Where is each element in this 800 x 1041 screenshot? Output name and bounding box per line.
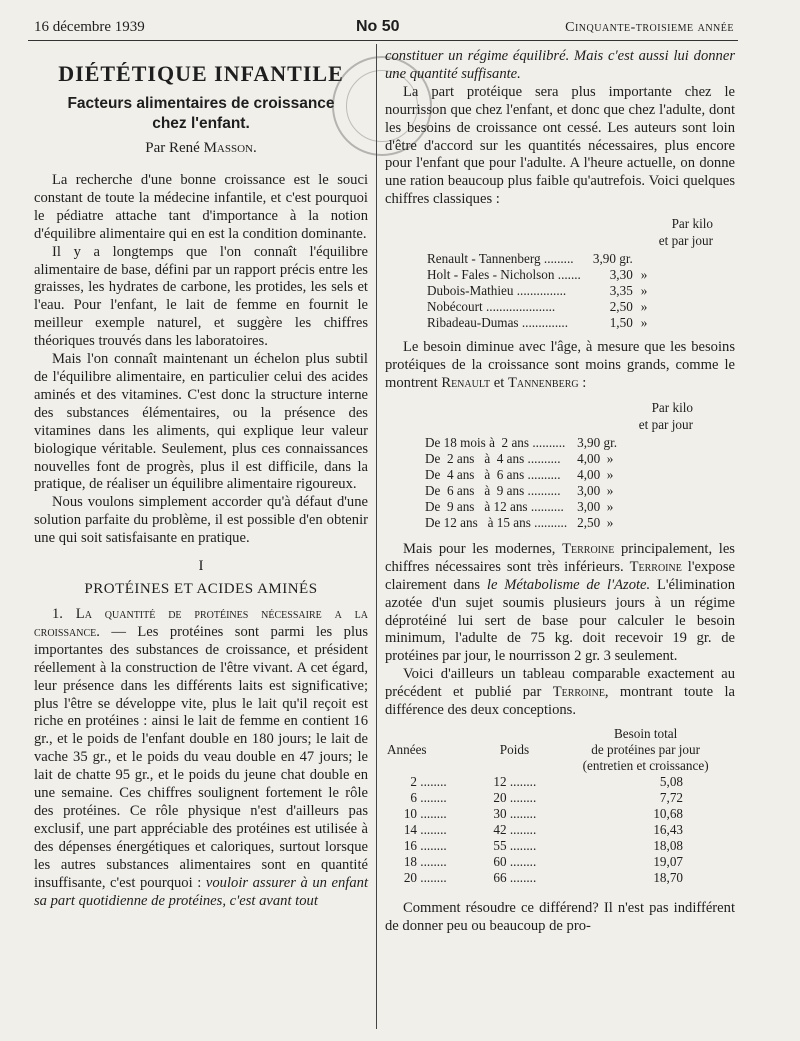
paragraph-r5 [385,666,735,720]
author-cell [427,283,581,299]
author-name-cell: Nobécourt [427,299,483,315]
table-1-header-line-2: et par jour [658,233,713,249]
author-name: Masson. [203,140,257,156]
value-cell: 3,30 [609,267,633,283]
unit-cell: » [640,315,648,331]
age-range-cell [425,435,567,451]
unit-cell: » [640,299,648,315]
author-name-cell: Dubois-Mathieu [427,283,514,299]
paragraph-r3-c: : [578,374,587,391]
leader-dots: .......... [524,450,561,466]
author-terroine-1: Terroine [562,540,615,557]
need-cell: 10,68 [653,805,683,821]
author-renault: Renault [441,374,491,391]
table-row [385,838,731,854]
paragraph-r5-a: Voici d'ailleurs un tableau comparable exactement au précédent et publié par [385,666,735,701]
table-3-header-years: Années [387,741,427,757]
subtitle-line-2: chez l'enfant. [152,115,250,132]
paragraph-continued: constituer un régime équilibré. Mais c'est aussi lui donner une quantité suffisante. [385,48,735,82]
issue-date: 16 décembre 1939 [34,19,145,35]
paragraph-r3 [385,339,735,393]
leader-dots: .......... [524,482,561,498]
years-value: 16 [403,837,417,853]
years-value: 6 [410,789,417,805]
years-value: 2 [410,773,417,789]
age-range-label: De 6 ans à 9 ans [425,482,525,498]
paragraph-1: La recherche d'une bonne croissance est le souci constant de toute la médecine infantile, et c'est pourquoi le pédiatre attache tant d'importance à la notion d'équilibre alimentaire qui en est la condition dominante. [34,172,368,242]
value-cell: 3,90 gr. [577,434,618,450]
paragraph-r6: Comment résoudre ce différend? Il n'est pas indifférent de donner peu ou beaucoup de pro- [385,899,735,934]
author-name-cell: Ribadeau-Dumas [427,315,519,331]
age-range-label: De 9 ans à 12 ans [425,498,528,514]
unit-cell: » [640,267,648,283]
table-row [425,435,617,451]
leader-dots: .......... [530,514,568,530]
paragraph-r3-a: Le besoin diminue avec l'âge, à mesure que les besoins protéiques de la croissance sont moins grands, comme le montrent [385,339,735,391]
table-2-header-line-2: et par jour [638,416,693,432]
paragraph-r4-c: l'expose clairement dans [385,558,735,593]
running-header [34,18,734,40]
paragraph-5-italic: vouloir assurer à un enfant sa part quotidienne de protéines, c'est avant tout [34,874,368,909]
table-3-header-weight: Poids [499,741,530,757]
table-row [425,515,617,531]
need-cell: 5,08 [659,773,683,789]
value-cell: 3,00 » [577,498,614,514]
leader-dots: ......... [540,251,574,267]
header-rule [28,40,738,41]
value-cell: 3,00 » [577,482,614,498]
table-row [427,251,647,267]
column-divider [376,44,377,1029]
years-cell: 2 ........ [385,774,469,790]
leader-dots: .......... [529,434,566,450]
article-title: DIÉTÉTIQUE INFANTILE [58,61,344,86]
paragraph-r4-d: L'élimination azotée d'un sujet soumis plusieurs jours à un régime déprotéiné lui sert de base pour calculer le besoin minimum, l'adulte de 75 kg. doit recevoir 19 gr. de protéines par jour, le nourrisson 2 gr. 3 seulement. [385,576,735,665]
author-name-cell: Renault - Tannenberg [427,251,541,267]
weight-cell: 55 ........ [469,838,561,854]
table-1-header [385,215,713,249]
table-row [427,267,647,283]
paragraph-2: Il y a longtemps que l'on connaît l'équilibre alimentaire de base, défini par un rapport précis entre les graisses, les hydrates de carbone, les protides, les sels et l'eau. Pour l'enfant, le lait de femme en fournit le meilleur exemple naturel, et suggère les chiffres théoriques trouvés dans les laboratoires. [34,243,368,350]
years-cell: 6 ........ [385,790,469,806]
section-title: PROTÉINES ET ACIDES AMINÉS [84,581,318,598]
right-column [385,48,735,936]
value-cell: 1,50 [609,315,633,331]
value-cell: 2,50 » [577,514,614,530]
age-range-label: De 12 ans à 15 ans [425,514,531,530]
table-3-header-need-line-2: de protéines par jour [591,741,701,757]
author-terroine-3: Terroine, [552,684,609,701]
age-range-label: De 4 ans à 6 ans [425,466,525,482]
paragraph-r2: La part protéique sera plus importante chez le nourrisson que chez l'enfant, et donc que chez l'adulte, dont les besoins de croissance ont cessé. Les auteurs sont loin d'être d'accord sur les quantités nécessaires, plus encore pour l'enfant que pour l'adulte. A l'heure actuelle, on donne une ration beaucoup plus faible qu'autrefois. Voici quelques chiffres classiques : [385,83,735,208]
book-title: le Métabolisme de l'Azote. [486,576,651,593]
paragraph-5-body: — Les protéines sont parmi les plus importantes des substances de croissance, et président réellement à la construction de l'être vivant. A cet égard, leur présence dans les différents laits est significative; plus l'être se développe vite, plus le lait qu'il reçoit est riche en protéines : ainsi le lait de femme en contient 16 gr., et le poids de l'enfant double en 180 jours; le lait de vache 35 gr., et le poids du veau double en 47 jours; le lait de chatte 95 gr., et le poids du jeune chat double en une semaine. Ces chiffres soulignent fortement le rôle des protéines. Ce rôle physique n'est d'ailleurs pas exclusif, une part appréciable des protéines est utilisée à des dépenses énergétiques et caloriques, surtout lorsque les autres substances alimentaires sont en quantité insuffisante, c'est pourquoi : [34,623,368,891]
leader-dots: ............... [513,283,567,299]
leader-dots: .......... [527,498,564,514]
byline [34,138,368,158]
table-3-header-need-line-3: (entretien et croissance) [582,757,709,773]
table-row [385,790,731,806]
author-cell [427,299,581,315]
age-range-cell [425,515,567,531]
years-cell: 18 ........ [385,854,469,870]
table-3-header-need [560,726,731,774]
leader-dots: .............. [518,315,569,331]
table-row [385,870,731,886]
table-row [427,299,647,315]
author-cell [427,267,581,283]
table-row [385,854,731,870]
need-cell: 18,70 [653,869,683,885]
weight-value: 30 [493,805,507,821]
subtitle-line-1: Facteurs alimentaires de croissance [67,95,335,112]
age-range-label: De 2 ans à 4 ans [425,450,525,466]
table-2-header [385,399,693,433]
table-row [427,283,647,299]
table-row [427,315,647,331]
author-tannenberg: Tannenberg [508,374,579,391]
weight-cell: 60 ........ [469,854,561,870]
years-value: 14 [403,821,417,837]
table-row [425,451,617,467]
left-column [34,56,368,910]
paragraph-5-lead: 1. La quantité de protéines nécessaire a la croissance. [34,606,368,640]
author-cell [427,315,581,331]
paragraph-r4-b: principalement, les chiffres nécessaires sont très inférieurs. [385,540,735,575]
table-row [425,483,617,499]
table-2-header-line-1: Par kilo [651,399,693,415]
need-cell: 18,08 [653,837,683,853]
table-row [385,822,731,838]
paragraph-r4 [385,541,735,666]
value-cell: 4,00 » [577,450,614,466]
value-cell: 2,50 [609,299,633,315]
age-range-cell [425,483,567,499]
table-row [425,499,617,515]
age-range-label: De 18 mois à 2 ans [425,434,530,450]
value-cell: 3,35 [609,283,633,299]
weight-value: 66 [493,869,507,885]
table-3-header-need-line-1: Besoin total [613,725,678,741]
value-cell: 3,90 gr. [592,251,633,267]
value-cell: 4,00 » [577,466,614,482]
paragraph-r5-b: montrant toute la différence des deux conceptions. [385,684,735,719]
table-authors [427,251,647,331]
leader-dots: .......... [524,466,561,482]
author-cell [427,251,581,267]
unit-cell [633,251,648,267]
weight-value: 55 [493,837,507,853]
age-range-cell [425,451,567,467]
table-1-header-line-1: Par kilo [671,216,713,232]
need-cell: 16,43 [653,821,683,837]
section-number: I [198,558,204,575]
weight-cell: 20 ........ [469,790,561,806]
weight-cell: 66 ........ [469,870,561,886]
years-cell: 10 ........ [385,806,469,822]
weight-cell: 12 ........ [469,774,561,790]
author-name-cell: Holt - Fales - Nicholson [427,267,555,283]
paragraph-5 [34,606,368,910]
table-ages [425,435,617,531]
paragraph-3: Mais l'on connaît maintenant un échelon plus subtil de l'équilibre alimentaire, en particulier celui des acides aminés et des vitamines. C'est donc la structure interne des substances élémentaires, ou la présence des vitamines dans les aliments, qui explique leur valeur biologique véritable. Seulement, plus ces connaissances nouvelles font de progrès, plus il est difficile, dans la pratique, de réaliser un équilibre alimentaire rigoureux. [34,351,368,493]
byline-prefix: Par René [145,140,204,156]
need-cell: 7,72 [659,789,683,805]
years-cell: 16 ........ [385,838,469,854]
table-row [425,467,617,483]
years-value: 18 [403,853,417,869]
weight-value: 20 [493,789,507,805]
paragraph-r4-a: Mais pour les modernes, [403,540,563,557]
weight-value: 12 [493,773,507,789]
years-value: 20 [403,869,417,885]
age-range-cell [425,467,567,483]
need-cell: 19,07 [653,853,683,869]
weight-cell: 42 ........ [469,822,561,838]
age-range-cell [425,499,567,515]
issue-number: No 50 [356,18,400,35]
unit-cell: » [640,283,648,299]
table-row [385,774,731,790]
years-cell: 14 ........ [385,822,469,838]
years-cell: 20 ........ [385,870,469,886]
weight-value: 42 [493,821,507,837]
leader-dots: ....... [554,267,581,283]
table-row [385,806,731,822]
paragraph-r3-b: et [490,374,508,391]
paragraph-4: Nous voulons simplement accorder qu'à défaut d'une solution parfaite du problème, il est possible d'en obtenir une qui soit satisfaisante en pratique. [34,494,368,547]
article-subtitle [34,94,368,134]
weight-value: 60 [493,853,507,869]
table-terroine [385,726,731,886]
leader-dots: ..................... [482,299,556,315]
author-terroine-2: Terroine [629,558,682,575]
years-value: 10 [403,805,417,821]
issue-year: Cinquante-troisieme année [565,20,734,35]
weight-cell: 30 ........ [469,806,561,822]
